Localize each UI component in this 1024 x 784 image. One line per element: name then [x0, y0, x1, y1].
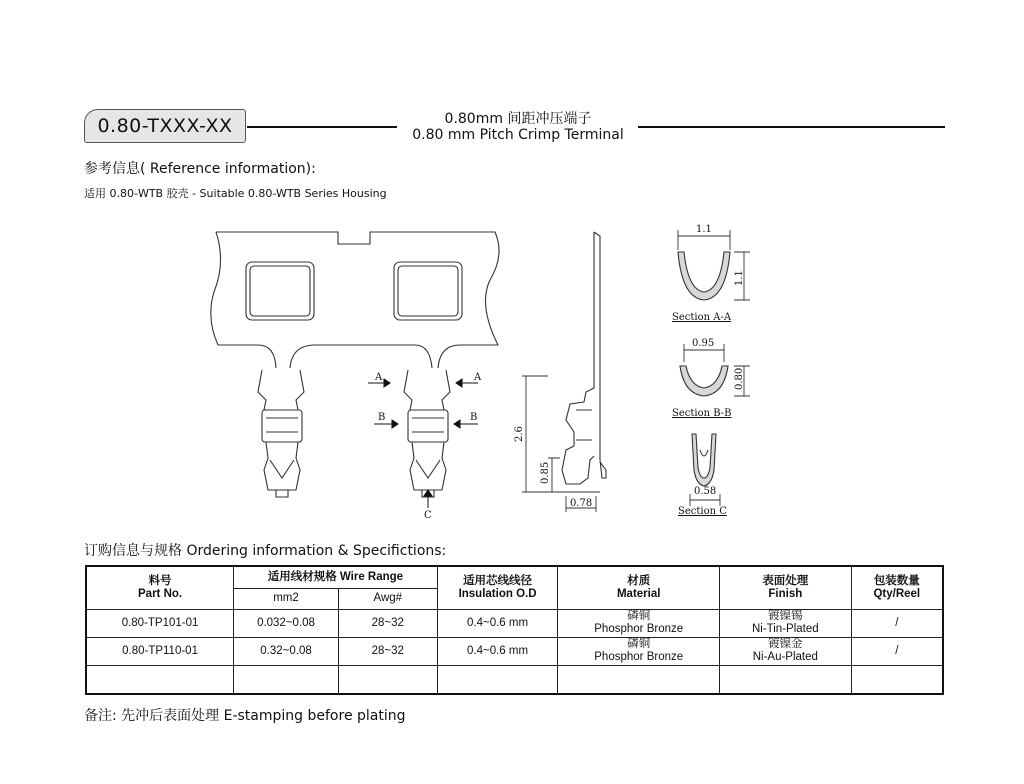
- dim-0-78: 0.78: [570, 498, 593, 509]
- header-finish: 表面处理 Finish: [720, 566, 852, 609]
- carrier-strip: [211, 232, 499, 368]
- cell-awg: 28~32: [338, 637, 437, 665]
- header-insulation: 适用芯线线径 Insulation O.D: [437, 566, 558, 609]
- table-row: [86, 637, 943, 665]
- header-awg: Awg#: [338, 588, 437, 609]
- title-chinese: 0.80mm 间距冲压端子: [444, 111, 592, 127]
- table-row-empty: [86, 665, 943, 694]
- dim-1-1-width: 1.1: [696, 224, 712, 235]
- dim-0-58: 0.58: [694, 486, 717, 497]
- dim-0-85: 0.85: [540, 461, 551, 484]
- section-bb-label: Section B-B: [672, 408, 732, 419]
- ordering-title: 订购信息与规格 Ordering information & Specifictions:: [84, 543, 447, 559]
- terminal-right: [404, 370, 450, 497]
- reference-title: 参考信息( Reference information):: [84, 161, 316, 177]
- pilot-window-left-inner: [250, 266, 310, 316]
- cell-empty: [437, 665, 558, 694]
- cell-finish: 镀镍金 Ni-Au-Plated: [720, 637, 852, 665]
- header-row-1: [86, 566, 943, 588]
- terminal-side-view: [562, 232, 606, 484]
- title-english: 0.80 mm Pitch Crimp Terminal: [412, 127, 624, 143]
- note: 备注: 先冲后表面处理 E-stamping before plating: [84, 708, 406, 724]
- dim-2-6: 2.6: [514, 426, 525, 442]
- dim-1-1-height: 1.1: [734, 270, 745, 286]
- header-mm2: mm2: [234, 588, 339, 609]
- label-a-right: A: [474, 372, 482, 383]
- header-material: 材质 Material: [558, 566, 720, 609]
- cell-od: 0.4~0.6 mm: [437, 609, 558, 637]
- cell-finish: 镀镍锡 Ni-Tin-Plated: [720, 609, 852, 637]
- cell-empty: [720, 665, 852, 694]
- cell-part: 0.80-TP101-01: [86, 609, 234, 637]
- spec-table: [85, 565, 944, 695]
- cell-empty: [851, 665, 943, 694]
- cell-awg: 28~32: [338, 609, 437, 637]
- cell-empty: [86, 665, 234, 694]
- section-aa-label: Section A-A: [672, 312, 732, 323]
- cell-od: 0.4~0.6 mm: [437, 637, 558, 665]
- cell-empty: [234, 665, 339, 694]
- section-c-label: Section C: [678, 506, 727, 517]
- cell-material: 磷铜 Phosphor Bronze: [558, 637, 720, 665]
- cell-mm2: 0.032~0.08: [234, 609, 339, 637]
- dim-0-80: 0.80: [734, 367, 745, 390]
- label-c: C: [424, 510, 432, 521]
- pilot-window-right: [394, 262, 462, 320]
- pilot-window-right-inner: [398, 266, 458, 316]
- dim-0-95: 0.95: [692, 338, 715, 349]
- cell-empty: [338, 665, 437, 694]
- part-code-badge: 0.80-TXXX-XX: [84, 109, 246, 143]
- cell-qty: /: [851, 609, 943, 637]
- carrier-strip-mid: [290, 345, 432, 368]
- reference-housing: 适用 0.80-WTB 胶壳 - Suitable 0.80-WTB Series Housing: [84, 187, 387, 200]
- header-qty: 包装数量 Qty/Reel: [851, 566, 943, 609]
- cell-empty: [558, 665, 720, 694]
- label-a-left: A: [375, 372, 383, 383]
- label-b-left: B: [378, 412, 386, 423]
- terminal-left: [258, 370, 304, 497]
- cell-material: 磷铜 Phosphor Bronze: [558, 609, 720, 637]
- cell-qty: /: [851, 637, 943, 665]
- header-part: 料号 Part No.: [86, 566, 234, 609]
- pilot-window-left: [246, 262, 314, 320]
- cell-part: 0.80-TP110-01: [86, 637, 234, 665]
- cell-mm2: 0.32~0.08: [234, 637, 339, 665]
- section-aa: [678, 230, 750, 300]
- table-row: [86, 609, 943, 637]
- label-b-right: B: [470, 412, 478, 423]
- header-wire-range: 适用线材规格 Wire Range: [234, 566, 438, 588]
